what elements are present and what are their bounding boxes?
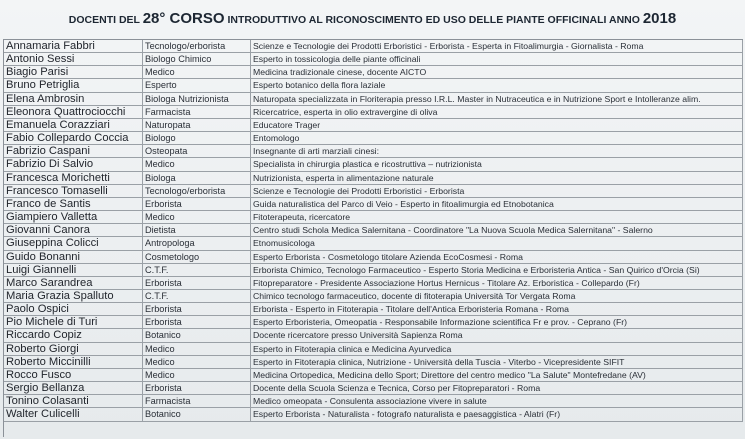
teacher-description-cell: Esperto in Fitoterapia clinica, Nutrizione - Università della Tuscia - Viterbo - Vicepresidente SIFIT xyxy=(251,356,743,368)
teacher-name-cell: Francesco Tomaselli xyxy=(4,185,143,197)
table-row xyxy=(4,158,743,171)
teacher-role-cell: Medico xyxy=(143,369,251,381)
teacher-description-cell: Medico omeopata - Consulenta associazione vivere in salute xyxy=(251,395,743,407)
teacher-name-cell: Antonio Sessi xyxy=(4,53,143,65)
teacher-role-cell: Biologa xyxy=(143,172,251,184)
teacher-name-cell: Maria Grazia Spalluto xyxy=(4,290,143,302)
teacher-description-cell: Fitopreparatore - Presidente Associazione Hortus Hernicus - Titolare Az. Erboristica - Collepardo (Fr) xyxy=(251,277,743,289)
teacher-role-cell: Tecnologo/erborista xyxy=(143,40,251,52)
table-row xyxy=(4,40,743,53)
teacher-description-cell: Medicina Ortopedica, Medicina dello Sport; Direttore del centro medico "La Salute" Montefredane (AV) xyxy=(251,369,743,381)
teacher-description-cell: Esperto botanico della flora laziale xyxy=(251,79,743,91)
teacher-description-cell: Naturopata specializzata in Floriterapia presso I.R.L. Master in Nutraceutica e in Nutrizione Sport e Intolleranze alim. xyxy=(251,93,743,105)
teacher-role-cell: Erborista xyxy=(143,303,251,315)
table-row xyxy=(4,93,743,106)
table-row xyxy=(4,185,743,198)
table-row xyxy=(4,53,743,66)
table-row xyxy=(4,237,743,250)
table-row xyxy=(4,264,743,277)
table-row xyxy=(4,198,743,211)
teacher-description-cell: Entomologo xyxy=(251,132,743,144)
teacher-role-cell: Farmacista xyxy=(143,106,251,118)
table-row xyxy=(4,79,743,92)
teacher-name-cell: Eleonora Quattrociocchi xyxy=(4,106,143,118)
teacher-name-cell: Pio Michele di Turi xyxy=(4,316,143,328)
teacher-description-cell: Docente ricercatore presso Università Sapienza Roma xyxy=(251,329,743,341)
teacher-name-cell: Roberto Miccinilli xyxy=(4,356,143,368)
teacher-name-cell: Annamaria Fabbri xyxy=(4,40,143,52)
table-row xyxy=(4,277,743,290)
teacher-role-cell: Erborista xyxy=(143,382,251,394)
teacher-name-cell: Giovanni Canora xyxy=(4,224,143,236)
title-course: 28° CORSO xyxy=(142,10,225,27)
teacher-role-cell: Biologo Chimico xyxy=(143,53,251,65)
table-row xyxy=(4,106,743,119)
table-row xyxy=(4,356,743,369)
teacher-description-cell: Nutrizionista, esperta in alimentazione naturale xyxy=(251,172,743,184)
teacher-role-cell: Naturopata xyxy=(143,119,251,131)
table-row xyxy=(4,172,743,185)
teacher-description-cell: Insegnante di arti marziali cinesi: xyxy=(251,145,743,157)
teacher-role-cell: Medico xyxy=(143,343,251,355)
table-row xyxy=(4,119,743,132)
table-row xyxy=(4,145,743,158)
teacher-role-cell: Biologo xyxy=(143,132,251,144)
teacher-description-cell: Esperto Erboristeria, Omeopatia - Responsabile Informazione scientifica Fr e prov. - Ceprano (Fr) xyxy=(251,316,743,328)
teachers-table xyxy=(3,39,743,437)
teacher-description-cell: Medicina tradizionale cinese, docente AICTO xyxy=(251,66,743,78)
teacher-name-cell: Marco Sarandrea xyxy=(4,277,143,289)
title-subject: INTRODUTTIVO AL RICONOSCIMENTO ED USO DELLE PIANTE OFFICINALI ANNO xyxy=(224,14,643,26)
teacher-name-cell: Giampiero Valletta xyxy=(4,211,143,223)
teacher-role-cell: Medico xyxy=(143,66,251,78)
table-row xyxy=(4,395,743,408)
teacher-name-cell: Fabio Collepardo Coccia xyxy=(4,132,143,144)
table-row xyxy=(4,211,743,224)
title-year: 2018 xyxy=(642,10,677,27)
teacher-role-cell: Dietista xyxy=(143,224,251,236)
table-row xyxy=(4,316,743,329)
teacher-role-cell: Botanico xyxy=(143,329,251,341)
teacher-description-cell: Chimico tecnologo farmaceutico, docente di fitoterapia Università Tor Vergata Roma xyxy=(251,290,743,302)
teacher-role-cell: Medico xyxy=(143,211,251,223)
teacher-role-cell: Erborista xyxy=(143,198,251,210)
teacher-description-cell: Specialista in chirurgia plastica e ricostruttiva – nutrizionista xyxy=(251,158,743,170)
teacher-description-cell: Scienze e Tecnologie dei Prodotti Erboristici - Erborista - Esperta in Fitoalimurgia - Giornalista - Roma xyxy=(251,40,743,52)
teacher-name-cell: Luigi Giannelli xyxy=(4,264,143,276)
teacher-name-cell: Guido Bonanni xyxy=(4,251,143,263)
table-row xyxy=(4,303,743,316)
teacher-role-cell: C.T.F. xyxy=(143,290,251,302)
teacher-name-cell: Tonino Colasanti xyxy=(4,395,143,407)
teacher-role-cell: C.T.F. xyxy=(143,264,251,276)
teacher-role-cell: Botanico xyxy=(143,408,251,420)
teacher-role-cell: Antropologa xyxy=(143,237,251,249)
teacher-description-cell: Etnomusicologa xyxy=(251,237,743,249)
table-row xyxy=(4,408,743,421)
teacher-description-cell: Docente della Scuola Scienza e Tecnica, Corso per Fitopreparatori - Roma xyxy=(251,382,743,394)
teacher-name-cell: Walter Culicelli xyxy=(4,408,143,420)
teacher-description-cell: Erborista Chimico, Tecnologo Farmaceutico - Esperto Storia Medicina e Erboristeria Antica - San Quirico d'Orcia (Si) xyxy=(251,264,743,276)
teacher-description-cell: Esperto in tossicologia delle piante officinali xyxy=(251,53,743,65)
teacher-description-cell: Esperto in Fitoterapia clinica e Medicina Ayurvedica xyxy=(251,343,743,355)
teacher-name-cell: Giuseppina Colicci xyxy=(4,237,143,249)
table-row xyxy=(4,251,743,264)
teacher-name-cell: Biagio Parisi xyxy=(4,66,143,78)
teacher-description-cell: Esperto Erborista - Naturalista - fotografo naturalista e paesaggistica - Alatri (Fr) xyxy=(251,408,743,420)
teacher-description-cell: Educatore Trager xyxy=(251,119,743,131)
teacher-name-cell: Emanuela Corazziari xyxy=(4,119,143,131)
teacher-role-cell: Osteopata xyxy=(143,145,251,157)
teacher-name-cell: Fabrizio Caspani xyxy=(4,145,143,157)
teacher-role-cell: Esperto xyxy=(143,79,251,91)
table-row xyxy=(4,132,743,145)
teacher-role-cell: Erborista xyxy=(143,277,251,289)
teacher-name-cell: Fabrizio Di Salvio xyxy=(4,158,143,170)
table-row xyxy=(4,369,743,382)
teacher-name-cell: Rocco Fusco xyxy=(4,369,143,381)
teacher-description-cell: Ricercatrice, esperta in olio extravergine di oliva xyxy=(251,106,743,118)
teacher-name-cell: Riccardo Copiz xyxy=(4,329,143,341)
table-row xyxy=(4,66,743,79)
table-row xyxy=(4,329,743,342)
teacher-name-cell: Sergio Bellanza xyxy=(4,382,143,394)
teacher-name-cell: Roberto Giorgi xyxy=(4,343,143,355)
table-row xyxy=(4,382,743,395)
teacher-description-cell: Guida naturalistica del Parco di Veio - Esperto in fitoalimurgia ed Etnobotanica xyxy=(251,198,743,210)
teacher-role-cell: Medico xyxy=(143,158,251,170)
teacher-description-cell: Scienze e Tecnologie dei Prodotti Erboristici - Erborista xyxy=(251,185,743,197)
teacher-role-cell: Biologa Nutrizionista xyxy=(143,93,251,105)
teacher-name-cell: Francesca Morichetti xyxy=(4,172,143,184)
teacher-name-cell: Bruno Petriglia xyxy=(4,79,143,91)
table-row xyxy=(4,224,743,237)
teacher-name-cell: Paolo Ospici xyxy=(4,303,143,315)
teacher-description-cell: Centro studi Schola Medica Salernitana - Coordinatore "La Nuova Scuola Medica Salernitana" - Salerno xyxy=(251,224,743,236)
table-row xyxy=(4,343,743,356)
teacher-description-cell: Esperto Erborista - Cosmetologo titolare Azienda EcoCosmesi - Roma xyxy=(251,251,743,263)
teacher-description-cell: Fitoterapeuta, ricercatore xyxy=(251,211,743,223)
teacher-description-cell: Erborista - Esperto in Fitoterapia - Titolare dell'Antica Erboristeria Romana - Roma xyxy=(251,303,743,315)
teacher-role-cell: Cosmetologo xyxy=(143,251,251,263)
teacher-role-cell: Tecnologo/erborista xyxy=(143,185,251,197)
table-row xyxy=(4,290,743,303)
teacher-name-cell: Elena Ambrosin xyxy=(4,93,143,105)
teacher-role-cell: Farmacista xyxy=(143,395,251,407)
page-title xyxy=(0,10,745,28)
teacher-name-cell: Franco de Santis xyxy=(4,198,143,210)
teacher-role-cell: Medico xyxy=(143,356,251,368)
teacher-role-cell: Erborista xyxy=(143,316,251,328)
title-prefix: DOCENTI DEL xyxy=(68,14,143,26)
